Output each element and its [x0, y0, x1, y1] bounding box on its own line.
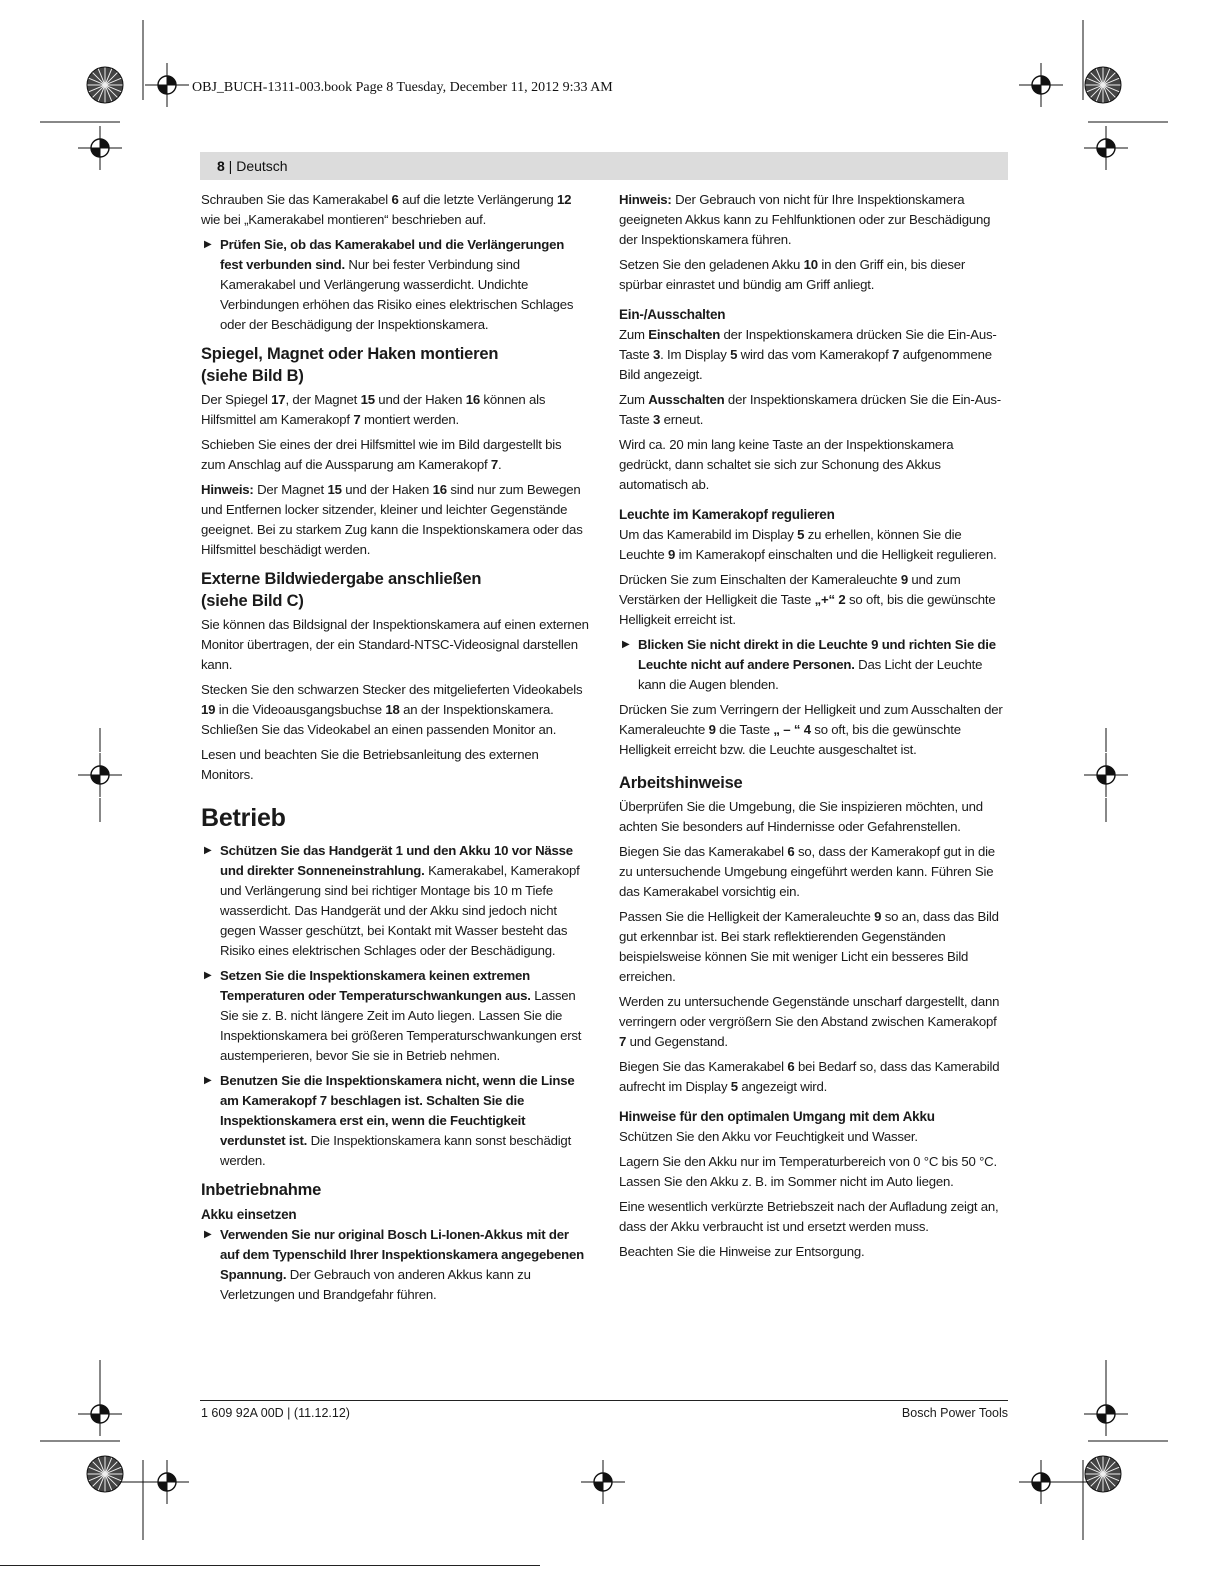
bottom-rule [0, 1565, 540, 1566]
note-paragraph: Hinweis: Der Gebrauch von nicht für Ihre Inspektionskamera geeigneten Akkus kann zu Fehlfunktionen oder zur Beschädigung der Inspektionskamera führen. [619, 192, 991, 247]
section-heading-spiegel: Spiegel, Magnet oder Haken montieren (siehe Bild B) [201, 345, 499, 385]
warning-bullet: ▶ Verwenden Sie nur original Bosch Li-Ionen-Akkus mit der auf dem Typenschild Ihrer Inspektionskamera angegebenen Spannung. Der Gebrauch von anderen Akkus kann zu Verletzungen und Brandgefahr führen. [201, 1225, 589, 1305]
section-heading-arbeitshinweise: Arbeitshinweise [619, 774, 743, 792]
paragraph: Zum Ausschalten der Inspektionskamera drücken Sie die Ein-Aus-Taste 3 erneut. [619, 392, 1001, 427]
paragraph: Der Spiegel 17, der Magnet 15 und der Haken 16 können als Hilfsmittel am Kamerakopf 7 montiert werden. [201, 392, 546, 427]
paragraph: Lagern Sie den Akku nur im Temperaturbereich von 0 °C bis 50 °C. Lassen Sie den Akku z. B. im Sommer nicht im Auto liegen. [619, 1154, 997, 1189]
warning-bullet: ▶ Setzen Sie die Inspektionskamera keinen extremen Temperaturen oder Temperaturschwankungen aus. Lassen Sie sie z. B. nicht längere Zeit im Auto liegen. Lassen Sie die Inspektionskamera bei größeren Temperaturschwankungen erst austemperieren, bevor Sie sie in Betrieb nehmen. [201, 966, 589, 1066]
paragraph: Schützen Sie den Akku vor Feuchtigkeit und Wasser. [619, 1129, 918, 1144]
running-header [200, 152, 1008, 180]
paragraph: Setzen Sie den geladenen Akku 10 in den Griff ein, bis dieser spürbar einrastet und bündig am Griff anliegt. [619, 257, 966, 292]
section-heading-extern: Externe Bildwiedergabe anschließen (siehe Bild C) [201, 570, 482, 610]
paragraph: Um das Kamerabild im Display 5 zu erhellen, können Sie die Leuchte 9 im Kamerakopf einschalten und die Helligkeit regulieren. [619, 527, 997, 562]
paragraph: Drücken Sie zum Verringern der Helligkeit und zum Ausschalten der Kameraleuchte 9 die Taste „ – “ 4 so oft, bis die gewünschte Helligkeit erreicht bzw. die Leuchte ausgeschaltet ist. [619, 702, 1003, 757]
header-separator: | [224, 158, 237, 174]
paragraph: Wird ca. 20 min lang keine Taste an der Inspektionskamera gedrückt, dann schaltet sie sich zur Schonung des Akkus automatisch ab. [619, 437, 954, 492]
paragraph: Schieben Sie eines der drei Hilfsmittel wie im Bild dargestellt bis zum Anschlag auf die Aussparung am Kamerakopf 7. [201, 437, 562, 472]
print-slug: OBJ_BUCH-1311-003.book Page 8 Tuesday, December 11, 2012 9:33 AM [192, 80, 613, 95]
warning-bullet: ▶ Blicken Sie nicht direkt in die Leuchte 9 und richten Sie die Leuchte nicht auf andere Personen. Das Licht der Leuchte kann die Augen blenden. [619, 635, 1007, 695]
warning-bullet: ▶ Benutzen Sie die Inspektionskamera nicht, wenn die Linse am Kamerakopf 7 beschlagen ist. Schalten Sie die Inspektionskamera erst ein, wenn die Feuchtigkeit verdunstet ist. Die Inspektionskamera kann sonst beschädigt werden. [201, 1071, 589, 1171]
footer-rule [200, 1400, 1008, 1401]
left-column [201, 190, 589, 1310]
paragraph: Stecken Sie den schwarzen Stecker des mitgelieferten Videokabels 19 in die Videoausgangsbuchse 18 an der Inspektionskamera. Schließen Sie das Videokabel an einen passenden Monitor an. [201, 682, 583, 737]
paragraph: Biegen Sie das Kamerakabel 6 so, dass der Kamerakopf gut in die zu untersuchende Umgebung eingeführt werden kann. Führen Sie das Kamerakabel vorsichtig ein. [619, 844, 995, 899]
paragraph: Passen Sie die Helligkeit der Kameraleuchte 9 so an, dass das Bild gut erkennbar ist. Bei stark reflektierenden Gegenständen beispielsweise können Sie mit weniger Licht ein besseres Bild erreichen. [619, 909, 999, 984]
footer-doc-number: 1 609 92A 00D | (11.12.12) [201, 1406, 350, 1420]
subheading-ein-ausschalten: Ein-/Ausschalten [619, 307, 726, 322]
paragraph: Sie können das Bildsignal der Inspektionskamera auf einen externen Monitor übertragen, der ein Standard-NTSC-Videosignal darstellen kann. [201, 617, 589, 672]
warning-bullet: ▶ Prüfen Sie, ob das Kamerakabel und die Verlängerungen fest verbunden sind. Nur bei fester Verbindung sind Kamerakabel und Verlängerung wasserdicht. Undichte Verbindungen erhöhen das Risiko eines elektrischen Schlages oder der Beschädigung der Inspektionskamera. [201, 235, 589, 335]
subheading-leuchte: Leuchte im Kamerakopf regulieren [619, 507, 835, 522]
subheading-akku-hinweise: Hinweise für den optimalen Umgang mit dem Akku [619, 1109, 935, 1124]
paragraph: Schrauben Sie das Kamerakabel 6 auf die letzte Verlängerung 12 wie bei „Kamerakabel montieren“ beschrieben auf. [201, 192, 572, 227]
footer-brand: Bosch Power Tools [901, 1406, 1008, 1420]
header-language: Deutsch [236, 158, 288, 174]
chapter-heading-betrieb: Betrieb [201, 804, 286, 832]
paragraph: Biegen Sie das Kamerakabel 6 bei Bedarf so, dass das Kamerabild aufrecht im Display 5 angezeigt wird. [619, 1059, 1000, 1094]
paragraph: Werden zu untersuchende Gegenstände unscharf dargestellt, dann verringern oder vergrößern Sie den Abstand zwischen Kamerakopf 7 und Gegenstand. [619, 994, 1000, 1049]
paragraph: Zum Einschalten der Inspektionskamera drücken Sie die Ein-Aus-Taste 3. Im Display 5 wird das vom Kamerakopf 7 aufgenommene Bild angezeigt. [619, 327, 997, 382]
paragraph: Beachten Sie die Hinweise zur Entsorgung. [619, 1244, 865, 1259]
subheading-akku-einsetzen: Akku einsetzen [201, 1207, 297, 1222]
right-column [619, 190, 1007, 1267]
paragraph: Drücken Sie zum Einschalten der Kameraleuchte 9 und zum Verstärken der Helligkeit die Taste „+“ 2 so oft, bis die gewünschte Helligkeit erreicht ist. [619, 572, 996, 627]
note-paragraph: Hinweis: Der Magnet 15 und der Haken 16 sind nur zum Bewegen und Entfernen locker sitzender, kleiner und leichter Gegenstände geeignet. Bei zu starkem Zug kann die Inspektionskamera oder das Hilfsmittel beschädigt werden. [201, 482, 583, 557]
paragraph: Eine wesentlich verkürzte Betriebszeit nach der Aufladung zeigt an, dass der Akku verbraucht ist und ersetzt werden muss. [619, 1199, 999, 1234]
section-heading-inbetriebnahme: Inbetriebnahme [201, 1181, 322, 1199]
header-text [217, 158, 288, 174]
paragraph: Lesen und beachten Sie die Betriebsanleitung des externen Monitors. [201, 747, 539, 782]
paragraph: Überprüfen Sie die Umgebung, die Sie inspizieren möchten, und achten Sie besonders auf Hindernisse oder Gefahrenstellen. [619, 799, 983, 834]
page-number: 8 [217, 158, 225, 174]
warning-bullet: ▶ Schützen Sie das Handgerät 1 und den Akku 10 vor Nässe und direkter Sonneneinstrahlung. Kamerakabel, Kamerakopf und Verlängerung sind bei richtiger Montage bis 10 m Tiefe wasserdicht. Das Handgerät und der Akku sind jedoch nicht gegen Wasser geschützt, bei Kontakt mit Wasser besteht das Risiko eines elektrischen Schlages oder der Beschädigung. [201, 841, 589, 961]
